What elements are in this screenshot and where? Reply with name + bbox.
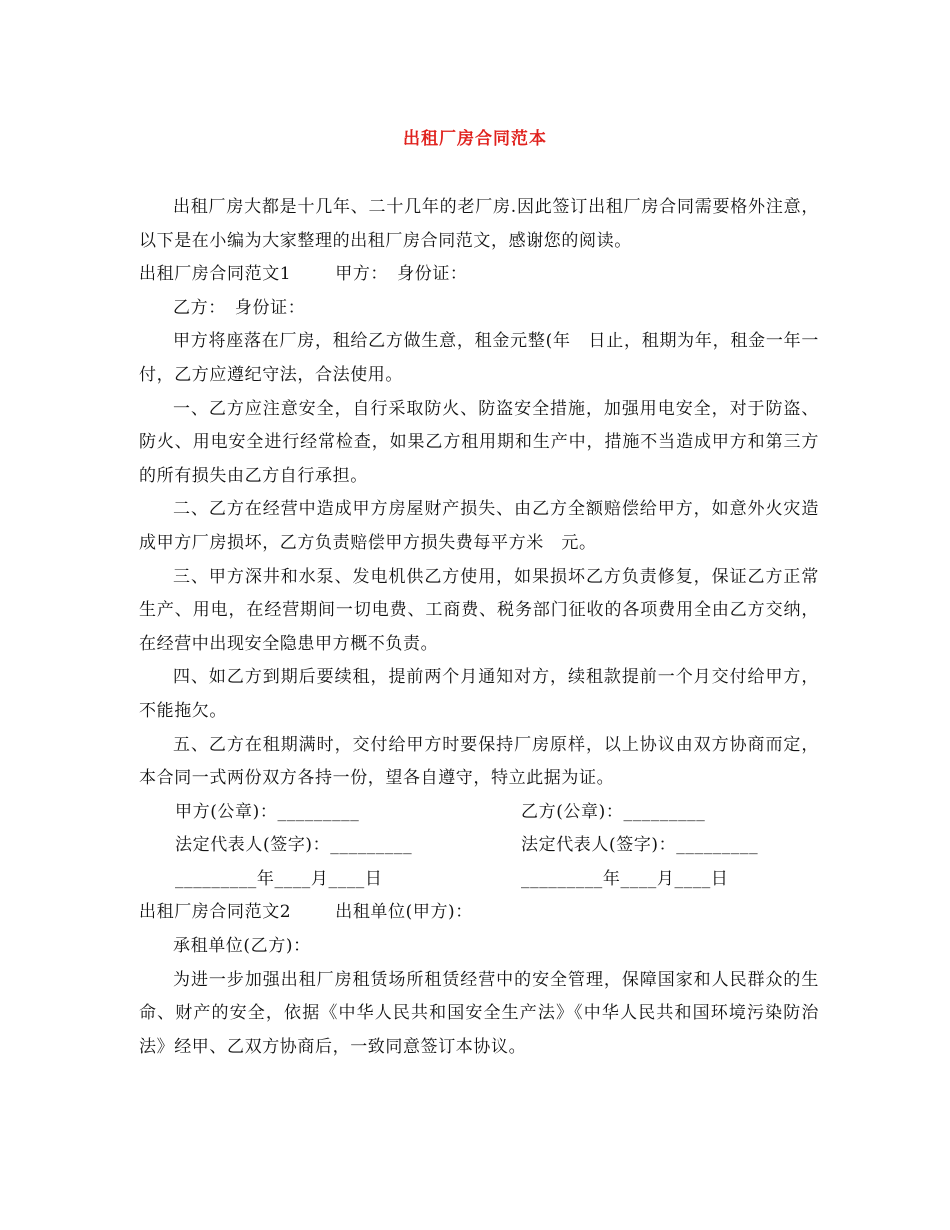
section-1-party-b: 乙方： 身份证： — [173, 297, 306, 318]
clause-4: 四、如乙方到期后要续租，提前两个月通知对方，续租款提前一个月交付给甲方，不能拖欠。 — [139, 667, 819, 721]
section-1-heading-line — [139, 258, 819, 292]
clause-main: 甲方将座落在厂房，租给乙方做生意，租金元整(年 日止，租期为年，租金一年一付，乙方应遵纪守法，合法使用。 — [139, 331, 819, 385]
document-body — [139, 191, 819, 1064]
section-2-paragraph: 为进一步加强出租厂房租赁场所租赁经营中的安全管理，保障国家和人民群众的生命、财产的安全，依据《中华人民共和国安全生产法》《中华人民共和国环境污染防治法》经甲、乙双方协商后，一致同意签订本协议。 — [139, 969, 819, 1057]
section-1-heading: 出租厂房合同范文1 — [139, 264, 292, 285]
party-a-representative: 法定代表人(签字)：_________ — [175, 835, 413, 856]
document-title: 出租厂房合同范本 — [403, 129, 547, 149]
clause-1: 一、乙方应注意安全，自行采取防火、防盗安全措施，加强用电安全，对于防盗、防火、用电安全进行经常检查，如果乙方租用期和生产中，措施不当造成甲方和第三方的所有损失由乙方自行承担。 — [139, 398, 819, 486]
clause-2: 二、乙方在经营中造成甲方房屋财产损失、由乙方全额赔偿给甲方，如意外火灾造成甲方厂房损坏，乙方负责赔偿甲方损失费每平方米 元。 — [139, 499, 819, 553]
section-2-lessor: 出租单位(甲方)： — [335, 902, 473, 923]
party-a-date: _________年____月____日 — [175, 868, 383, 889]
party-b-representative: 法定代表人(签字)：_________ — [521, 835, 759, 856]
signature-row-seal — [139, 796, 819, 830]
signature-row-date — [139, 863, 819, 897]
party-b-date: _________年____月____日 — [521, 868, 729, 889]
section-2-heading-line — [139, 896, 819, 930]
clause-5: 五、乙方在租期满时，交付给甲方时要保持厂房原样，以上协议由双方协商而定，本合同一式两份双方各持一份，望各自遵守，特立此据为证。 — [139, 734, 819, 789]
party-b-seal: 乙方(公章)：_________ — [521, 801, 706, 822]
intro-paragraph: 出租厂房大都是十几年、二十几年的老厂房.因此签订出租厂房合同需要格外注意，以下是在小编为大家整理的出租厂房合同范文，感谢您的阅读。 — [139, 197, 819, 251]
section-1-party-a: 甲方： 身份证： — [335, 264, 468, 285]
signature-row-representative — [139, 829, 819, 863]
section-2-heading: 出租厂房合同范文2 — [139, 902, 292, 923]
section-2-lessee: 承租单位(乙方)： — [173, 936, 311, 957]
clause-3: 三、甲方深井和水泵、发电机供乙方使用，如果损坏乙方负责修复，保证乙方正常生产、用电，在经营期间一切电费、工商费、税务部门征收的各项费用全由乙方交纳，在经营中出现安全隐患甲方概不负责。 — [139, 566, 819, 654]
party-a-seal: 甲方(公章)：_________ — [175, 801, 360, 822]
